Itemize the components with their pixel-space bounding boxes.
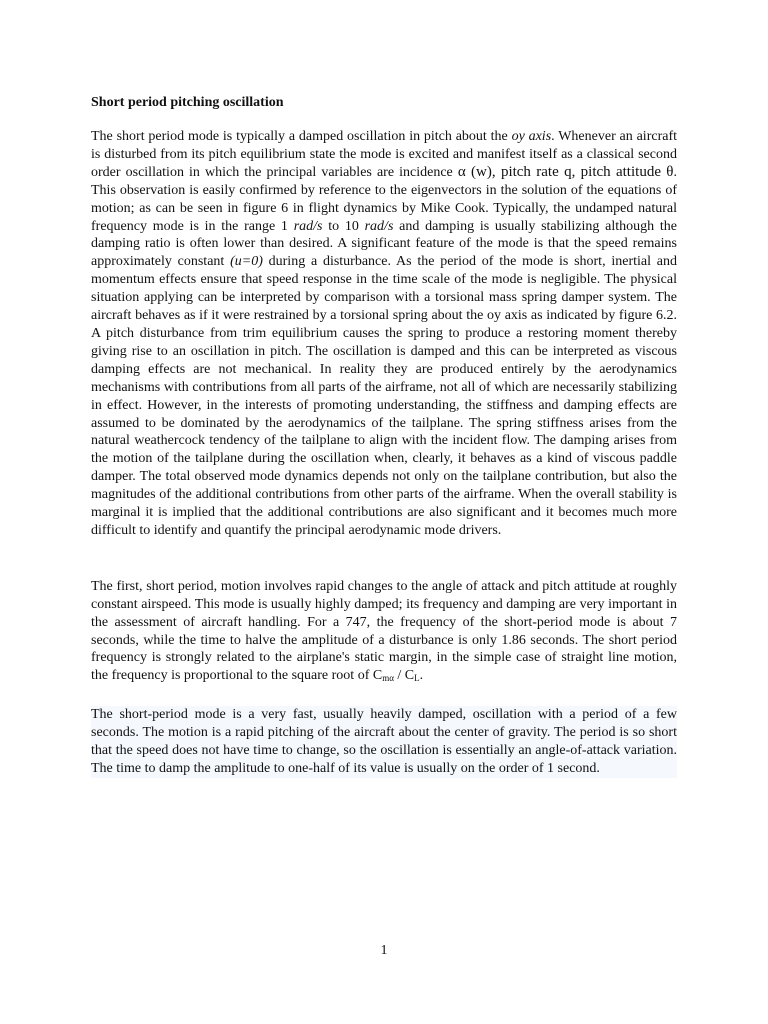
p1-text-6: during a disturbance. As the period of the mode is short, inertial and momentum effects ensure that speed response in the time scale of the mode is negligible. The physical situation applying can be interpreted by comparison with a torsional mass spring damper system. The aircraft behaves as if it were restrained by a torsional spring about the oy axis as indicated by figure 6.2. A pitch disturbance from trim equilibrium causes the spring to produce a restoring moment thereby giving rise to an oscillation in pitch. The oscillation is damped and this can be interpreted as viscous damping effects are not mechanical. In reality they are produced entirely by the aerodynamics mechanisms with contributions from all parts of the airframe, not all of which are necessarily stabilizing in effect. However, in the interests of promoting understanding, the stiffness and damping effects are assumed to be dominated by the aerodynamics of the tailplane. The spring stiffness arises from the natural weathercock tendency of the tailplane to align with the incident flow. The damping arises from the motion of the tailplane during the oscillation when, clearly, it behaves as a kind of viscous paddle damper. The total observed mode dynamics depends not only on the tailplane contribution, but also the magnitudes of the additional contributions from other parts of the airframe. When the overall stability is marginal it is implied that the additional contributions are also significant and it becomes much more difficult to identify and quantify the principal aerodynamic mode drivers. xyxy=(91,254,677,538)
section-heading: Short period pitching oscillation xyxy=(91,95,284,110)
document-body xyxy=(91,94,677,778)
p1-rads-1: rad/s xyxy=(293,218,323,234)
p1-text-2: . Whenever an aircraft is disturbed from its pitch equilibrium state the mode is excited and manifest itself as a classical second order oscillation in which the principal variables are incidence xyxy=(91,129,678,180)
paragraph-fast-oscillation: The short-period mode is a very fast, usually heavily damped, oscillation with a period of a few seconds. The motion is a rapid pitching of the aircraft about the center of gravity. The period is so short that the speed does not have time to change, so the oscillation is essentially an angle-of-attack variation. The time to damp the amplitude to one-half of its value is usually on the order of 1 second. xyxy=(91,707,677,776)
p2-subscript-m-alpha: mα xyxy=(382,673,394,684)
p2-text: The first, short period, motion involves rapid changes to the angle of attack and pitch attitude at roughly constant airspeed. This mode is usually highly damped; its frequency and damping are very important in the assessment of aircraft handling. For a 747, the frequency of the short-period mode is about 7 seconds, while the time to halve the amplitude of a disturbance is only 1.86 seconds. The short period frequency is strongly related to the airplane's static margin, in the simple case of straight line motion, the frequency is proportional to the square root of C xyxy=(91,578,677,684)
paragraph-747-short-period xyxy=(91,578,677,688)
paragraph-short-period-mode xyxy=(91,128,677,540)
p1-text-3: . This observation is easily confirmed by reference to the eigenvectors in the solution of the equations of motion; as can be seen in figure 6 in flight dynamics by Mike Cook. Typically, the undamped natural frequency mode is in the range 1 xyxy=(91,164,677,234)
p1-rads-2: rad/s xyxy=(364,218,394,234)
p2-text-mid: / C xyxy=(393,668,415,684)
p1-text-5: and damping is usually stabilizing although the damping ratio is often lower than desired. A significant feature of the mode is that the speed remains approximately constant xyxy=(91,218,677,270)
p2-text-end: . xyxy=(419,668,424,684)
p1-text-1: The short period mode is typically a damped oscillation in pitch about the xyxy=(91,129,512,144)
p2-subscript-l: L xyxy=(414,673,420,684)
p1-oy-axis: oy axis xyxy=(511,129,552,144)
p1-math-variables: α (w), pitch rate q, pitch attitude θ xyxy=(457,163,674,180)
p1-text-4: to 10 xyxy=(322,218,365,234)
p1-u-zero: (u=0) xyxy=(230,254,263,270)
page-number: 1 xyxy=(380,943,388,958)
